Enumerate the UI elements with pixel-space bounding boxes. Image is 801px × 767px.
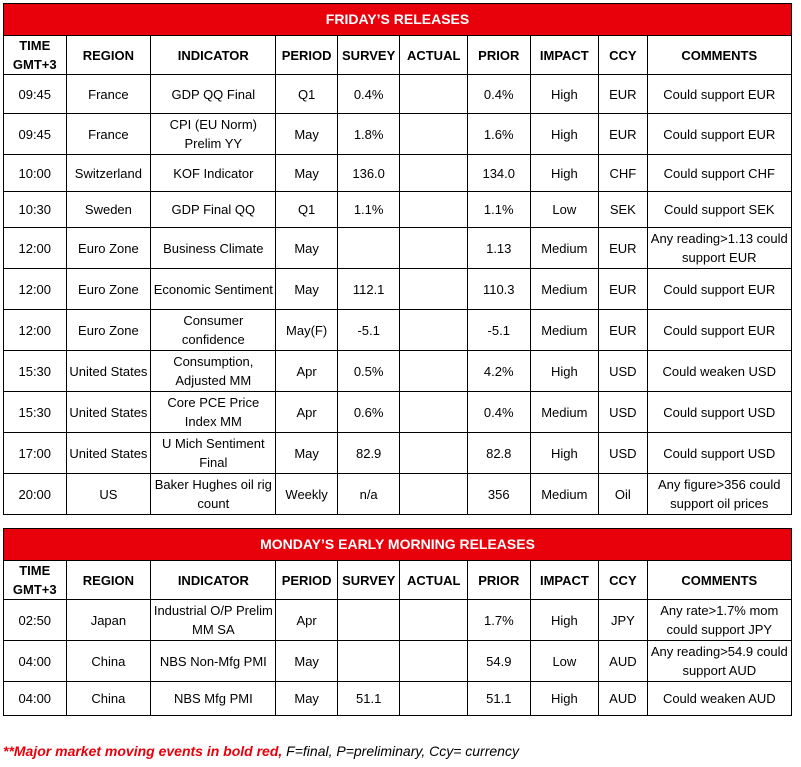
actual-cell xyxy=(400,641,468,682)
region-cell: France xyxy=(66,114,151,155)
indicator-cell: KOF Indicator xyxy=(151,155,276,192)
prior-cell: 134.0 xyxy=(467,155,530,192)
survey-cell: 136.0 xyxy=(337,155,400,192)
survey-cell: 0.5% xyxy=(337,351,400,392)
monday-title: MONDAY’S EARLY MORNING RELEASES xyxy=(4,529,792,561)
impact-cell: High xyxy=(530,75,599,114)
time-cell: 09:45 xyxy=(4,114,67,155)
region-cell: France xyxy=(66,75,151,114)
indicator-cell: Consumer confidence xyxy=(151,310,276,351)
column-header-survey: SURVEY xyxy=(337,36,400,75)
time-cell: 12:00 xyxy=(4,269,67,310)
period-cell: May(F) xyxy=(276,310,338,351)
column-header-survey: SURVEY xyxy=(337,561,400,600)
column-header-time: TIME GMT+3 xyxy=(4,561,67,600)
indicator-cell: GDP QQ Final xyxy=(151,75,276,114)
comments-cell: Could support EUR xyxy=(647,310,791,351)
indicator-cell: Business Climate xyxy=(151,228,276,269)
survey-cell: n/a xyxy=(337,474,400,515)
comments-cell: Could support CHF xyxy=(647,155,791,192)
table-row xyxy=(4,433,792,474)
survey-cell: 112.1 xyxy=(337,269,400,310)
comments-cell: Any reading>54.9 could support AUD xyxy=(647,641,791,682)
survey-cell: 0.6% xyxy=(337,392,400,433)
actual-cell xyxy=(400,600,468,641)
survey-cell: -5.1 xyxy=(337,310,400,351)
ccy-cell: USD xyxy=(599,351,647,392)
column-header-region: REGION xyxy=(66,561,151,600)
table-row xyxy=(4,75,792,114)
time-cell: 12:00 xyxy=(4,310,67,351)
indicator-cell: GDP Final QQ xyxy=(151,192,276,228)
ccy-cell: EUR xyxy=(599,310,647,351)
ccy-cell: Oil xyxy=(599,474,647,515)
ccy-cell: CHF xyxy=(599,155,647,192)
actual-cell xyxy=(400,228,468,269)
region-cell: Sweden xyxy=(66,192,151,228)
impact-cell: High xyxy=(530,155,599,192)
table-row xyxy=(4,228,792,269)
footnote-legend: F=final, P=preliminary, Ccy= currency xyxy=(282,743,519,759)
actual-cell xyxy=(400,114,468,155)
indicator-cell: U Mich Sentiment Final xyxy=(151,433,276,474)
prior-cell: 356 xyxy=(467,474,530,515)
region-cell: Euro Zone xyxy=(66,228,151,269)
period-cell: May xyxy=(276,155,338,192)
column-header-indicator: INDICATOR xyxy=(151,561,276,600)
indicator-cell: NBS Non-Mfg PMI xyxy=(151,641,276,682)
survey-cell xyxy=(337,600,400,641)
time-cell: 20:00 xyxy=(4,474,67,515)
region-cell: Japan xyxy=(66,600,151,641)
period-cell: May xyxy=(276,269,338,310)
impact-cell: High xyxy=(530,682,599,716)
impact-cell: Low xyxy=(530,192,599,228)
footnote-highlight: **Major market moving events in bold red, xyxy=(3,743,283,759)
period-cell: Apr xyxy=(276,392,338,433)
indicator-cell: Economic Sentiment xyxy=(151,269,276,310)
comments-cell: Could weaken AUD xyxy=(647,682,791,716)
survey-cell: 51.1 xyxy=(337,682,400,716)
table-row xyxy=(4,682,792,716)
column-header-time: TIME GMT+3 xyxy=(4,36,67,75)
comments-cell: Could support EUR xyxy=(647,269,791,310)
region-cell: China xyxy=(66,641,151,682)
period-cell: May xyxy=(276,641,338,682)
actual-cell xyxy=(400,75,468,114)
ccy-cell: EUR xyxy=(599,228,647,269)
region-cell: Euro Zone xyxy=(66,310,151,351)
monday-releases-table xyxy=(3,528,792,716)
ccy-cell: JPY xyxy=(599,600,647,641)
comments-cell: Could support EUR xyxy=(647,75,791,114)
table-row xyxy=(4,155,792,192)
actual-cell xyxy=(400,310,468,351)
impact-cell: Medium xyxy=(530,228,599,269)
table-row xyxy=(4,474,792,515)
comments-cell: Could support USD xyxy=(647,392,791,433)
ccy-cell: AUD xyxy=(599,641,647,682)
column-header-ccy: CCY xyxy=(599,36,647,75)
footnote xyxy=(3,743,519,759)
table-row xyxy=(4,269,792,310)
region-cell: US xyxy=(66,474,151,515)
prior-cell: 1.6% xyxy=(467,114,530,155)
column-header-prior: PRIOR xyxy=(467,36,530,75)
region-cell: China xyxy=(66,682,151,716)
period-cell: Weekly xyxy=(276,474,338,515)
impact-cell: High xyxy=(530,600,599,641)
region-cell: United States xyxy=(66,433,151,474)
table-row xyxy=(4,392,792,433)
impact-cell: High xyxy=(530,114,599,155)
ccy-cell: USD xyxy=(599,433,647,474)
column-header-actual: ACTUAL xyxy=(400,36,468,75)
impact-cell: Medium xyxy=(530,269,599,310)
prior-cell: 110.3 xyxy=(467,269,530,310)
column-header-ccy: CCY xyxy=(599,561,647,600)
prior-cell: 1.13 xyxy=(467,228,530,269)
actual-cell xyxy=(400,433,468,474)
indicator-cell: NBS Mfg PMI xyxy=(151,682,276,716)
table-row xyxy=(4,600,792,641)
survey-cell: 82.9 xyxy=(337,433,400,474)
column-header-row xyxy=(4,36,792,75)
table-row xyxy=(4,114,792,155)
ccy-cell: EUR xyxy=(599,114,647,155)
column-header-actual: ACTUAL xyxy=(400,561,468,600)
ccy-cell: SEK xyxy=(599,192,647,228)
period-cell: Apr xyxy=(276,600,338,641)
impact-cell: Medium xyxy=(530,474,599,515)
ccy-cell: AUD xyxy=(599,682,647,716)
column-header-region: REGION xyxy=(66,36,151,75)
time-cell: 12:00 xyxy=(4,228,67,269)
column-header-indicator: INDICATOR xyxy=(151,36,276,75)
actual-cell xyxy=(400,351,468,392)
impact-cell: Medium xyxy=(530,310,599,351)
survey-cell: 1.8% xyxy=(337,114,400,155)
period-cell: Apr xyxy=(276,351,338,392)
actual-cell xyxy=(400,192,468,228)
impact-cell: High xyxy=(530,351,599,392)
period-cell: May xyxy=(276,228,338,269)
actual-cell xyxy=(400,155,468,192)
friday-releases-table xyxy=(3,3,792,515)
period-cell: May xyxy=(276,682,338,716)
actual-cell xyxy=(400,474,468,515)
impact-cell: Medium xyxy=(530,392,599,433)
comments-cell: Could weaken USD xyxy=(647,351,791,392)
table-row xyxy=(4,641,792,682)
region-cell: Euro Zone xyxy=(66,269,151,310)
period-cell: May xyxy=(276,433,338,474)
indicator-cell: Baker Hughes oil rig count xyxy=(151,474,276,515)
survey-cell xyxy=(337,228,400,269)
actual-cell xyxy=(400,682,468,716)
table-row xyxy=(4,310,792,351)
survey-cell: 1.1% xyxy=(337,192,400,228)
prior-cell: 0.4% xyxy=(467,392,530,433)
time-cell: 15:30 xyxy=(4,392,67,433)
prior-cell: 51.1 xyxy=(468,682,531,716)
indicator-cell: Consumption, Adjusted MM xyxy=(151,351,276,392)
time-cell: 17:00 xyxy=(4,433,67,474)
survey-cell: 0.4% xyxy=(337,75,400,114)
time-cell: 04:00 xyxy=(4,641,67,682)
table-row xyxy=(4,351,792,392)
region-cell: United States xyxy=(66,392,151,433)
prior-cell: 0.4% xyxy=(467,75,530,114)
friday-title: FRIDAY’S RELEASES xyxy=(4,4,792,36)
prior-cell: 1.7% xyxy=(468,600,531,641)
time-cell: 09:45 xyxy=(4,75,67,114)
prior-cell: -5.1 xyxy=(467,310,530,351)
prior-cell: 54.9 xyxy=(468,641,531,682)
column-header-row xyxy=(4,561,792,600)
actual-cell xyxy=(400,269,468,310)
column-header-impact: IMPACT xyxy=(530,36,599,75)
prior-cell: 1.1% xyxy=(467,192,530,228)
comments-cell: Could support SEK xyxy=(647,192,791,228)
time-cell: 10:00 xyxy=(4,155,67,192)
column-header-comments: COMMENTS xyxy=(647,561,791,600)
time-cell: 10:30 xyxy=(4,192,67,228)
time-cell: 15:30 xyxy=(4,351,67,392)
prior-cell: 82.8 xyxy=(467,433,530,474)
impact-cell: Low xyxy=(530,641,599,682)
time-cell: 04:00 xyxy=(4,682,67,716)
comments-cell: Could support USD xyxy=(647,433,791,474)
survey-cell xyxy=(337,641,400,682)
region-cell: Switzerland xyxy=(66,155,151,192)
column-header-period: PERIOD xyxy=(276,561,338,600)
ccy-cell: USD xyxy=(599,392,647,433)
column-header-impact: IMPACT xyxy=(530,561,599,600)
period-cell: Q1 xyxy=(276,75,338,114)
period-cell: May xyxy=(276,114,338,155)
comments-cell: Any reading>1.13 could support EUR xyxy=(647,228,791,269)
comments-cell: Any rate>1.7% mom could support JPY xyxy=(647,600,791,641)
column-header-comments: COMMENTS xyxy=(647,36,791,75)
actual-cell xyxy=(400,392,468,433)
table-row xyxy=(4,192,792,228)
column-header-prior: PRIOR xyxy=(468,561,531,600)
impact-cell: High xyxy=(530,433,599,474)
column-header-period: PERIOD xyxy=(276,36,338,75)
prior-cell: 4.2% xyxy=(467,351,530,392)
indicator-cell: Core PCE Price Index MM xyxy=(151,392,276,433)
indicator-cell: Industrial O/P Prelim MM SA xyxy=(151,600,276,641)
period-cell: Q1 xyxy=(276,192,338,228)
indicator-cell: CPI (EU Norm) Prelim YY xyxy=(151,114,276,155)
ccy-cell: EUR xyxy=(599,269,647,310)
time-cell: 02:50 xyxy=(4,600,67,641)
region-cell: United States xyxy=(66,351,151,392)
ccy-cell: EUR xyxy=(599,75,647,114)
comments-cell: Any figure>356 could support oil prices xyxy=(647,474,791,515)
comments-cell: Could support EUR xyxy=(647,114,791,155)
